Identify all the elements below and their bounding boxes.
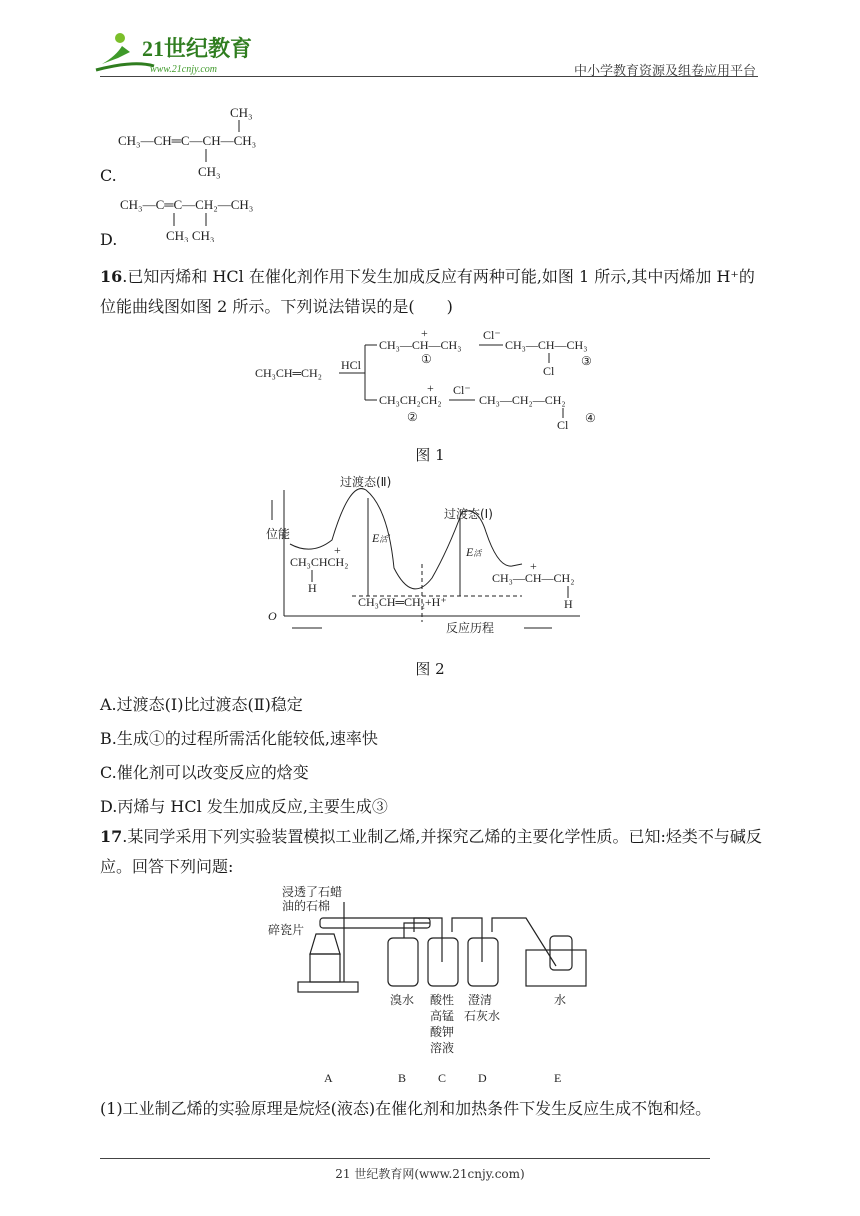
q17-apparatus-diagram <box>264 882 604 1092</box>
svg-text:CH₃—CH—CH₃: CH₃—CH—CH₃ <box>505 338 588 352</box>
label-d1: 澄清 <box>468 993 493 1007</box>
site-logo <box>94 30 264 80</box>
svg-text:+: + <box>421 326 428 340</box>
stand-base <box>298 982 358 992</box>
svg-text:④: ④ <box>585 411 596 425</box>
logo-text: 21世纪教育 <box>142 36 253 61</box>
svg-text:CH₃CHCH₂: CH₃CHCH₂ <box>290 555 349 569</box>
ts2-label: 过渡态(Ⅱ) <box>340 475 392 489</box>
svg-text:CH₃—CH—CH₂: CH₃—CH—CH₂ <box>492 571 575 585</box>
ts1-label: 过渡态(Ⅰ) <box>444 507 493 521</box>
x-axis-label: 反应历程 <box>446 621 495 635</box>
burner-top <box>310 934 340 954</box>
bottle-b <box>388 938 418 986</box>
svg-text:CH₃ CH₃: CH₃ CH₃ <box>166 228 215 242</box>
energy-curve <box>290 489 522 589</box>
letter-e: E <box>554 1071 562 1085</box>
q16-stem <box>100 262 765 322</box>
trough-e <box>526 950 586 986</box>
label-c2: 高锰 <box>430 1009 455 1023</box>
structure-c <box>118 100 318 180</box>
figure-2-caption: 图 2 <box>415 660 445 678</box>
label-c3: 酸钾 <box>430 1025 455 1039</box>
label-c4: 溶液 <box>430 1041 455 1055</box>
label-e: 水 <box>554 993 567 1007</box>
structure-d <box>120 192 320 242</box>
q17-stem-text: .某同学采用下列实验装置模拟工业制乙烯,并探究乙烯的主要化学性质。已知:烃类不与碱反应。回答下列问题: <box>100 827 762 876</box>
letter-c: C <box>438 1071 447 1085</box>
q17-part1: (1)工业制乙烯的实验原理是烷烃(液态)在催化剂和加热条件下发生反应生成不饱和烃。 <box>100 1099 712 1118</box>
svg-text:+: + <box>334 543 341 557</box>
y-axis-label: 位能 <box>266 527 291 541</box>
svg-text:CH₃CH═CH₂: CH₃CH═CH₂ <box>255 366 322 380</box>
q16-number: 16 <box>100 267 123 286</box>
svg-text:CH₃—CH—CH₃: CH₃—CH—CH₃ <box>379 338 462 352</box>
svg-text:Cl: Cl <box>543 364 555 378</box>
collection-bottle <box>550 936 572 970</box>
option-d-label: D. <box>100 230 118 249</box>
svg-text:+: + <box>530 559 537 573</box>
figure-1-scheme <box>255 325 625 435</box>
label-oil2: 油的石棉 <box>282 899 331 913</box>
svg-text:E活′: E活′ <box>372 531 390 545</box>
letter-b: B <box>398 1071 407 1085</box>
figure-2-energy-diagram <box>262 472 592 642</box>
svg-text:HCl: HCl <box>341 358 362 372</box>
q16-option-c: C.催化剂可以改变反应的焓变 <box>100 763 309 782</box>
q17-stem <box>100 822 765 882</box>
origin-label: O <box>268 609 277 623</box>
option-c-label: C. <box>100 166 117 185</box>
svg-text:Cl⁻: Cl⁻ <box>483 328 501 342</box>
burner-body <box>310 954 340 982</box>
svg-text:H: H <box>564 597 573 611</box>
svg-text:CH₃—CH₂—CH₂: CH₃—CH₂—CH₂ <box>479 393 566 407</box>
label-c1: 酸性 <box>430 993 455 1007</box>
bottle-c <box>428 938 458 986</box>
svg-text:CH₃: CH₃ <box>230 105 253 120</box>
letter-d: D <box>478 1071 487 1085</box>
svg-text:Cl: Cl <box>557 418 569 432</box>
q16-stem-text: .已知丙烯和 HCl 在催化剂作用下发生加成反应有两种可能,如图 1 所示,其中丙烯加 H⁺的位能曲线图如图 2 所示。下列说法错误的是( ) <box>100 267 755 316</box>
svg-text:H: H <box>308 581 317 595</box>
letter-a: A <box>324 1071 333 1085</box>
footer-text: 21 世纪教育网(www.21cnjy.com) <box>335 1167 525 1181</box>
q16-option-b: B.生成①的过程所需活化能较低,速率快 <box>100 729 378 748</box>
q17-number: 17 <box>100 827 123 846</box>
logo-url: www.21cnjy.com <box>150 64 218 75</box>
svg-text:CH₃: CH₃ <box>198 164 221 179</box>
footer-rule <box>100 1158 710 1159</box>
svg-text:③: ③ <box>581 354 592 368</box>
svg-text:+: + <box>427 381 434 395</box>
label-d2: 石灰水 <box>464 1009 501 1023</box>
svg-text:CH₃—CH═C—CH—CH₃: CH₃—CH═C—CH—CH₃ <box>118 133 257 148</box>
label-oil: 浸透了石蜡 <box>282 885 343 899</box>
svg-text:①: ① <box>421 352 432 366</box>
q16-option-a: A.过渡态(Ⅰ)比过渡态(Ⅱ)稳定 <box>100 695 303 714</box>
bottle-d <box>468 938 498 986</box>
figure-1-caption: 图 1 <box>415 446 445 464</box>
label-b: 溴水 <box>390 993 415 1007</box>
header-slogan: 中小学教育资源及组卷应用平台 <box>573 64 756 79</box>
header-rule <box>100 76 758 77</box>
svg-text:②: ② <box>407 410 418 424</box>
svg-text:CH₃CH₂CH₂: CH₃CH₂CH₂ <box>379 393 442 407</box>
label-chips: 碎瓷片 <box>268 923 305 937</box>
svg-text:E活: E活 <box>466 545 482 559</box>
q16-option-d: D.丙烯与 HCl 发生加成反应,主要生成③ <box>100 797 388 816</box>
svg-text:CH₃—C═C—CH₂—CH₃: CH₃—C═C—CH₂—CH₃ <box>120 197 254 212</box>
svg-text:Cl⁻: Cl⁻ <box>453 383 471 397</box>
reactant-label: CH₃CH═CH₂+H⁺ <box>358 595 447 609</box>
